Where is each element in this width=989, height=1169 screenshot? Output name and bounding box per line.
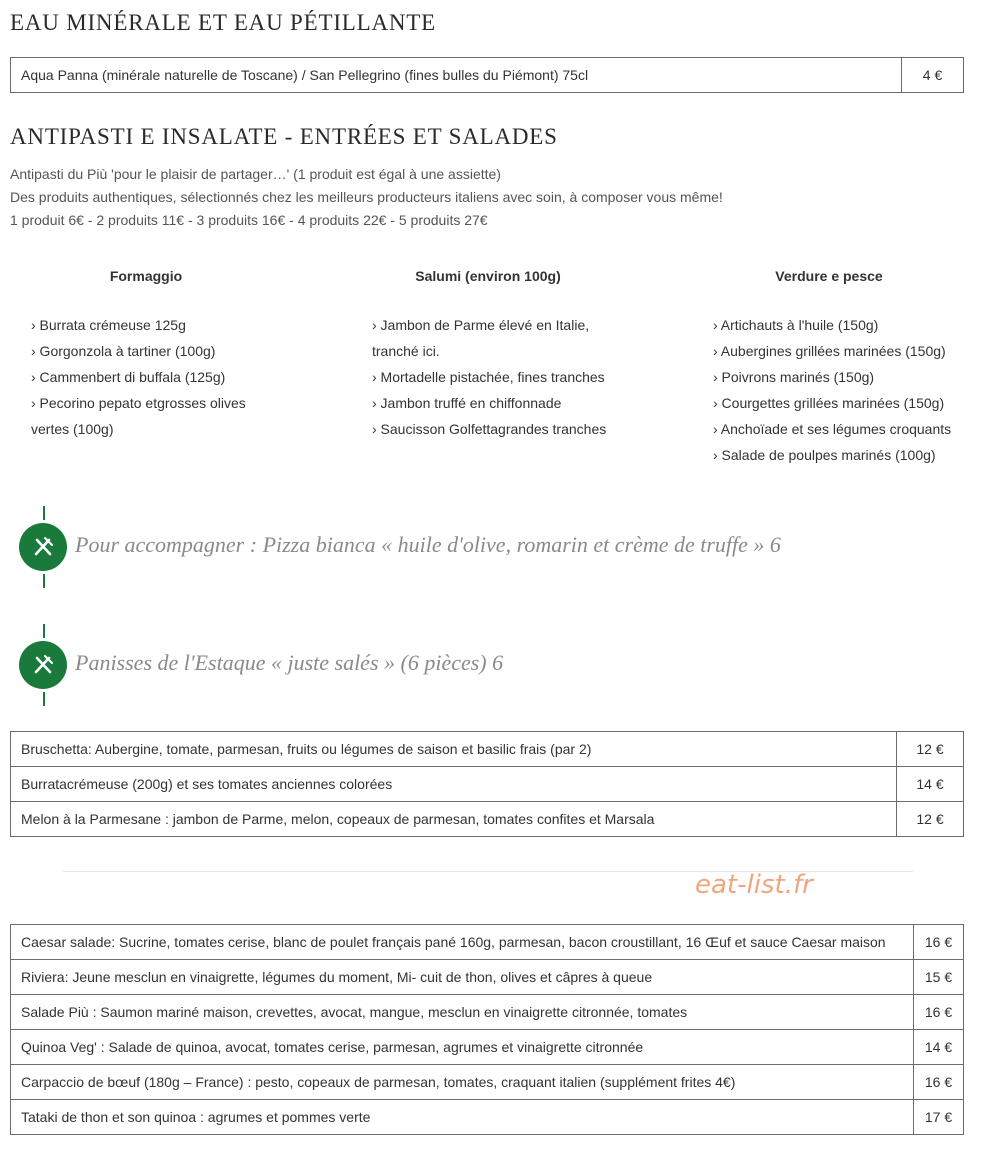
table-row bbox=[11, 1030, 964, 1065]
item-price: 12 € bbox=[897, 732, 964, 767]
list-item: › Pecorino pepato etgrosses olives vertes (100g) bbox=[31, 395, 246, 437]
fork-knife-icon bbox=[19, 641, 67, 689]
column-heading: Verdure e pesce bbox=[775, 268, 883, 284]
timeline-line bbox=[43, 624, 45, 638]
table-row bbox=[11, 732, 964, 767]
list-item: › Gorgonzola à tartiner (100g) bbox=[31, 343, 216, 359]
item-price: 14 € bbox=[897, 767, 964, 802]
table-row bbox=[11, 925, 964, 960]
item-list bbox=[372, 312, 617, 442]
list-item: › Cammenbert di buffala (125g) bbox=[31, 369, 226, 385]
item-name: Melon à la Parmesane : jambon de Parme, melon, copeaux de parmesan, tomates confites et Marsala bbox=[11, 802, 897, 837]
item-price: 16 € bbox=[914, 995, 964, 1030]
salads-table bbox=[10, 924, 964, 1135]
item-list bbox=[713, 312, 968, 468]
table-row bbox=[11, 1100, 964, 1135]
item-name: Aqua Panna (minérale naturelle de Toscane) / San Pellegrino (fines bulles du Piémont) 75cl bbox=[11, 58, 902, 93]
table-row bbox=[11, 995, 964, 1030]
item-list bbox=[31, 312, 261, 442]
accompaniment-pizza bbox=[19, 506, 919, 588]
item-name: Bruschetta: Aubergine, tomate, parmesan, fruits ou légumes de saison et basilic frais (par 2) bbox=[11, 732, 897, 767]
table-row bbox=[11, 58, 964, 93]
item-name: Quinoa Veg' : Salade de quinoa, avocat, tomates cerise, parmesan, agrumes et vinaigrette citronnée bbox=[11, 1030, 914, 1065]
water-section-title: EAU MINÉRALE ET EAU PÉTILLANTE bbox=[10, 10, 437, 35]
list-item: › Artichauts à l'huile (150g) bbox=[713, 317, 879, 333]
item-price: 12 € bbox=[897, 802, 964, 837]
accompaniment-text: Pour accompagner : Pizza bianca « huile d'olive, romarin et crème de truffe » 6 bbox=[75, 532, 781, 557]
item-price: 15 € bbox=[914, 960, 964, 995]
fork-knife-icon bbox=[19, 523, 67, 571]
item-name: Riviera: Jeune mesclun en vinaigrette, légumes du moment, Mi- cuit de thon, olives et câpres à queue bbox=[11, 960, 914, 995]
intro-line: 1 produit 6€ - 2 produits 11€ - 3 produits 16€ - 4 produits 22€ - 5 produits 27€ bbox=[10, 212, 488, 228]
accompaniment-panisses bbox=[19, 624, 919, 706]
intro-line: Des produits authentiques, sélectionnés chez les meilleurs producteurs italiens avec soin, à composer vous même! bbox=[10, 189, 723, 205]
antipasti-section-title: ANTIPASTI E INSALATE - ENTRÉES ET SALADES bbox=[10, 124, 558, 149]
list-item: › Courgettes grillées marinées (150g) bbox=[713, 395, 945, 411]
timeline-line bbox=[43, 692, 45, 706]
table-row bbox=[11, 960, 964, 995]
list-item: › Saucisson Golfettagrandes tranches bbox=[372, 421, 607, 437]
watermark: eat-list.fr bbox=[695, 870, 813, 900]
item-name: Caesar salade: Sucrine, tomates cerise, blanc de poulet français pané 160g, parmesan, bacon croustillant, 16 Œuf et sauce Caesar maison bbox=[11, 925, 914, 960]
list-item: › Mortadelle pistachée, fines tranches bbox=[372, 369, 605, 385]
item-name: Carpaccio de bœuf (180g – France) : pesto, copeaux de parmesan, tomates, craquant italien (supplément frites 4€) bbox=[11, 1065, 914, 1100]
item-name: Tataki de thon et son quinoa : agrumes et pommes verte bbox=[11, 1100, 914, 1135]
item-price: 16 € bbox=[914, 1065, 964, 1100]
item-price: 4 € bbox=[902, 58, 964, 93]
timeline-line bbox=[43, 574, 45, 588]
column-verdure bbox=[713, 268, 968, 468]
item-price: 14 € bbox=[914, 1030, 964, 1065]
item-name: Salade Più : Saumon mariné maison, crevettes, avocat, mangue, mesclun en vinaigrette citronnée, tomates bbox=[11, 995, 914, 1030]
item-price: 17 € bbox=[914, 1100, 964, 1135]
table-row bbox=[11, 1065, 964, 1100]
list-item: › Poivrons marinés (150g) bbox=[713, 369, 875, 385]
item-name: Burratacrémeuse (200g) et ses tomates anciennes colorées bbox=[11, 767, 897, 802]
water-table bbox=[10, 57, 964, 93]
table-row bbox=[11, 767, 964, 802]
list-item: › Salade de poulpes marinés (100g) bbox=[713, 447, 936, 463]
list-item: › Jambon de Parme élevé en Italie, tranché ici. bbox=[372, 317, 590, 359]
table-row bbox=[11, 802, 964, 837]
list-item: › Jambon truffé en chiffonnade bbox=[372, 395, 562, 411]
timeline-line bbox=[43, 506, 45, 520]
column-heading: Formaggio bbox=[109, 268, 183, 284]
column-salumi bbox=[372, 268, 617, 442]
list-item: › Aubergines grillées marinées (150g) bbox=[713, 343, 946, 359]
item-price: 16 € bbox=[914, 925, 964, 960]
column-formaggio bbox=[31, 268, 261, 442]
list-item: › Anchoïade et ses légumes croquants bbox=[713, 421, 952, 437]
list-item: › Burrata crémeuse 125g bbox=[31, 317, 186, 333]
intro-line: Antipasti du Più 'pour le plaisir de partager…' (1 produit est égal à une assiette) bbox=[10, 166, 501, 182]
column-heading: Salumi (environ 100g) bbox=[415, 268, 561, 284]
accompaniment-text: Panisses de l'Estaque « juste salés » (6 pièces) 6 bbox=[75, 650, 504, 675]
starters-table bbox=[10, 731, 964, 837]
antipasti-intro bbox=[10, 163, 723, 232]
